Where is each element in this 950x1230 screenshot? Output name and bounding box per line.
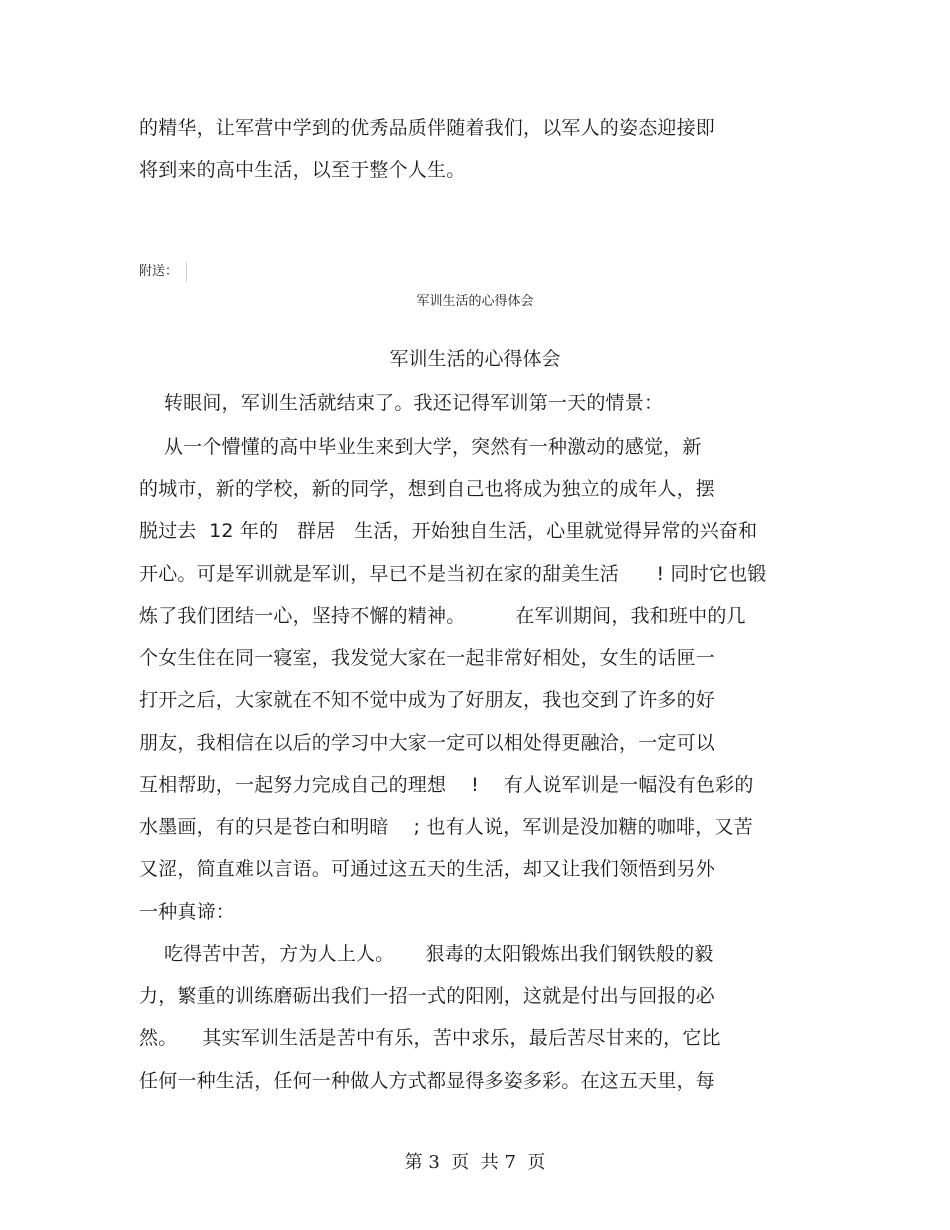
attachment-label: 附送： xyxy=(139,264,179,279)
intro-line-2: 将到来的高中生活，以至于整个人生。 xyxy=(139,159,466,181)
attachment-marker xyxy=(186,262,188,282)
body-line-11: 水墨画，有的只是苍白和明暗 ; 也有人说，军训是没加糖的咖啡，又苦 xyxy=(139,816,753,838)
article-title: 军训生活的心得体会 xyxy=(389,348,561,370)
body-line-13: 一种真谛： xyxy=(139,901,236,923)
body-line-16: 然。 其实军训生活是苦中有乐，苦中求乐，最后苦尽甘来的，它比 xyxy=(139,1027,721,1049)
attachment-title: 军训生活的心得体会 xyxy=(416,294,534,309)
body-line-8: 打开之后，大家就在不知不觉中成为了好朋友，我也交到了许多的好 xyxy=(139,689,716,711)
body-line-10: 互相帮助，一起努力完成自己的理想 ! 有人说军训是一幅没有色彩的 xyxy=(139,774,754,796)
body-line-2: 从一个懵懂的高中毕业生来到大学，突然有一种激动的感觉，新 xyxy=(139,436,702,458)
intro-line-1: 的精华，让军营中学到的优秀品质伴随着我们，以军人的姿态迎接即 xyxy=(139,117,716,139)
body-line-17: 任何一种生活，任何一种做人方式都显得多姿多彩。在这五天里，每 xyxy=(139,1070,716,1092)
body-line-3: 的城市，新的学校，新的同学，想到自己也将成为独立的成年人，摆 xyxy=(139,478,716,500)
body-line-7: 个女生住在同一寝室，我发觉大家在一起非常好相处，女生的话匣一 xyxy=(139,647,716,669)
page-footer: 第 3 页 共 7 页 xyxy=(404,1152,546,1173)
body-line-6: 炼了我们团结一心，坚持不懈的精神。 在军训期间，我和班中的几 xyxy=(139,605,746,627)
body-line-1: 转眼间，军训生活就结束了。我还记得军训第一天的情景： xyxy=(139,392,664,414)
body-line-15: 力，繁重的训练磨砺出我们一招一式的阳刚，这就是付出与回报的必 xyxy=(139,985,716,1007)
body-line-4: 脱过去 12 年的 群居 生活，开始独自生活，心里就觉得异常的兴奋和 xyxy=(139,520,758,542)
body-line-5: 开心。可是军训就是军训，早已不是当初在家的甜美生活 ! 同时它也锻 xyxy=(139,563,767,585)
body-line-12: 又涩，简直难以言语。可通过这五天的生活，却又让我们领悟到另外 xyxy=(139,858,716,880)
body-line-9: 朋友，我相信在以后的学习中大家一定可以相处得更融洽，一定可以 xyxy=(139,732,716,754)
body-line-14: 吃得苦中苦，方为人上人。 狠毒的太阳锻炼出我们钢铁般的毅 xyxy=(139,943,714,965)
